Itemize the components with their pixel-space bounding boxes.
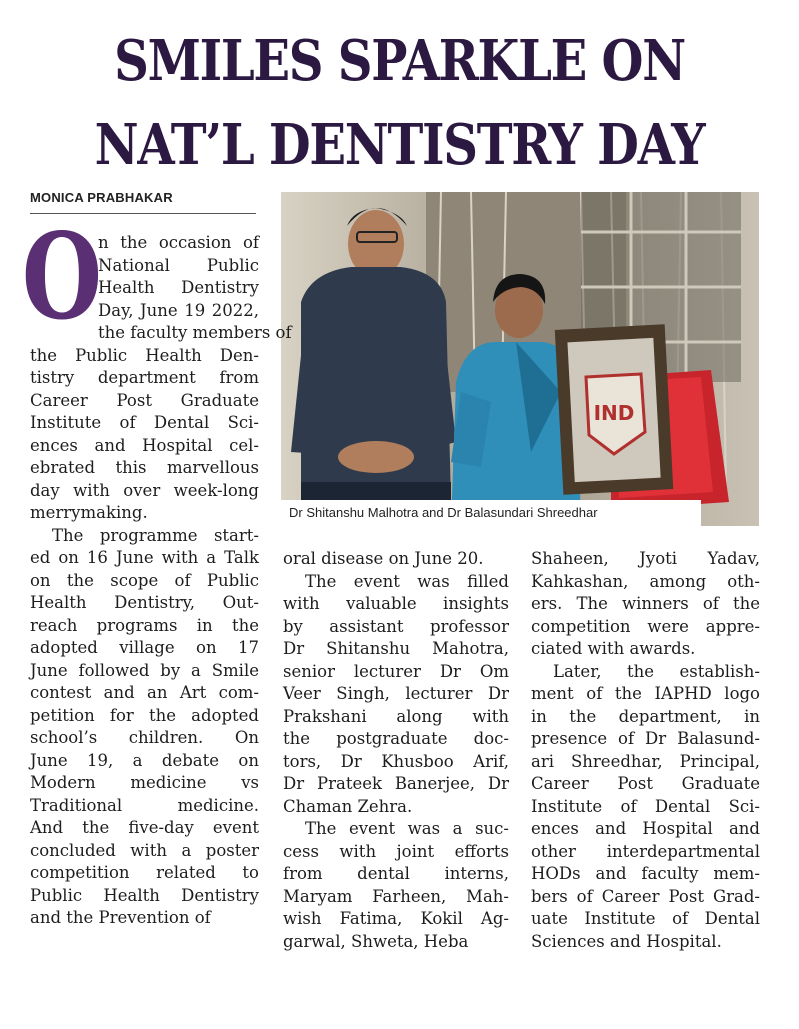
text-line: Shaheen, Jyoti Yadav,: [531, 549, 760, 568]
text-line: uate Institute of Dental: [531, 909, 760, 928]
text-line: Career Post Graduate: [30, 390, 259, 410]
text-line: Institute of Dental Sci-: [30, 413, 259, 432]
text-line: tors, Dr Khusboo Arif,: [283, 751, 509, 771]
text-line: And the five-day event: [30, 818, 259, 837]
text-line: the Public Health Den-: [30, 345, 259, 365]
text-line: ment of the IAPHD logo: [531, 684, 760, 703]
paragraph: [30, 525, 259, 930]
text-line: ed on 16 June with a Talk: [30, 548, 259, 567]
text-line: contest and an Art com-: [30, 683, 259, 702]
text-line: Kahkashan, among oth-: [531, 571, 760, 591]
text-line: reach programs in the: [30, 615, 259, 635]
text-line: June followed by a Smile: [30, 660, 259, 680]
text-line: Day, June 19 2022,: [98, 300, 259, 320]
text-line: senior lecturer Dr Om: [283, 661, 509, 681]
text-line: The event was a suc-: [305, 819, 509, 838]
text-line: Chaman Zehra.: [283, 796, 413, 816]
text-line: Prakshani along with: [283, 706, 509, 726]
headline-line-2: NAT’L DENTISTRY DAY: [94, 112, 705, 178]
paragraph-intro: [21, 207, 292, 525]
text-line: June 19, a debate on: [30, 750, 259, 770]
text-line: with valuable insights: [283, 594, 509, 613]
article-photo: [281, 192, 759, 526]
article-column-3: [531, 548, 760, 953]
dropcap: [21, 207, 103, 346]
text-line: competition were appre-: [531, 616, 760, 636]
frame-text: IND: [593, 401, 635, 425]
text-line: Traditional medicine.: [30, 795, 259, 815]
text-line: ers. The winners of the: [531, 594, 760, 613]
paragraph: [283, 571, 509, 819]
text-line: Health Dentistry: [98, 278, 259, 297]
text-line: merrymaking.: [30, 503, 148, 522]
text-line: from dental interns,: [283, 864, 509, 883]
text-line: bers of Career Post Grad-: [531, 886, 760, 906]
text-line: wish Fatima, Kokil Ag-: [283, 909, 509, 928]
text-line: ebrated this marvellous: [30, 458, 259, 477]
text-line: Veer Singh, lecturer Dr: [283, 684, 509, 703]
text-line: concluded with a poster: [30, 840, 259, 860]
dropcap-letter: O: [21, 207, 103, 346]
text-line: Institute of Dental Sci-: [531, 796, 760, 816]
paragraph: [531, 661, 760, 954]
text-line: ences and Hospital cel-: [30, 435, 259, 455]
text-line: tistry department from: [30, 368, 259, 387]
article-column-2: [283, 548, 509, 953]
byline: MONICA PRABHAKAR: [30, 190, 173, 205]
photo-illustration: [281, 192, 759, 526]
text-line: Career Post Graduate: [531, 774, 760, 793]
text-line: day with over week-long: [30, 480, 259, 500]
text-line: Dr Shitanshu Mahotra,: [283, 639, 509, 658]
text-line: Health Dentistry, Out-: [30, 593, 259, 612]
text-line: oral disease on June 20.: [283, 549, 484, 568]
text-line: presence of Dr Balasund-: [531, 729, 760, 748]
text-line: adopted village on 17: [30, 638, 259, 657]
text-line: ences and Hospital and: [531, 819, 760, 838]
text-line: The event was filled: [305, 571, 509, 591]
text-line: Public Health Dentistry: [30, 885, 259, 905]
text-line: The programme start-: [52, 525, 259, 545]
text-line: on the scope of Public: [30, 570, 259, 590]
text-line: National Public: [98, 255, 259, 275]
text-line: ciated with awards.: [531, 639, 696, 658]
text-line: competition related to: [30, 863, 259, 882]
headline-line-1: SMILES SPARKLE ON: [114, 28, 685, 94]
text-line: the postgraduate doc-: [283, 729, 509, 748]
text-line: n the occasion of: [98, 233, 259, 252]
text-line: other interdepartmental: [531, 841, 760, 861]
text-line: and the Prevention of: [30, 908, 211, 927]
text-line: in the department, in: [531, 706, 760, 726]
paragraph: [283, 548, 509, 571]
text-line: HODs and faculty mem-: [531, 864, 760, 883]
text-line: Modern medicine vs: [30, 773, 259, 792]
text-line: the faculty members of: [98, 323, 292, 342]
article-column-1: [21, 207, 292, 930]
text-line: by assistant professor: [283, 616, 509, 636]
paragraph: [283, 818, 509, 953]
text-line: Dr Prateek Banerjee, Dr: [283, 774, 509, 793]
text-line: Sciences and Hospital.: [531, 931, 722, 951]
paragraph: [531, 548, 760, 661]
text-line: Later, the establish-: [553, 661, 760, 681]
photo-caption: Dr Shitanshu Malhotra and Dr Balasundari Shreedhar: [281, 500, 701, 526]
text-line: ari Shreedhar, Principal,: [531, 751, 760, 771]
text-line: petition for the adopted: [30, 705, 259, 725]
text-line: Maryam Farheen, Mah-: [283, 886, 509, 906]
text-line: school’s children. On: [30, 728, 259, 747]
text-line: cess with joint efforts: [283, 841, 509, 861]
text-line: garwal, Shweta, Heba: [283, 931, 469, 951]
